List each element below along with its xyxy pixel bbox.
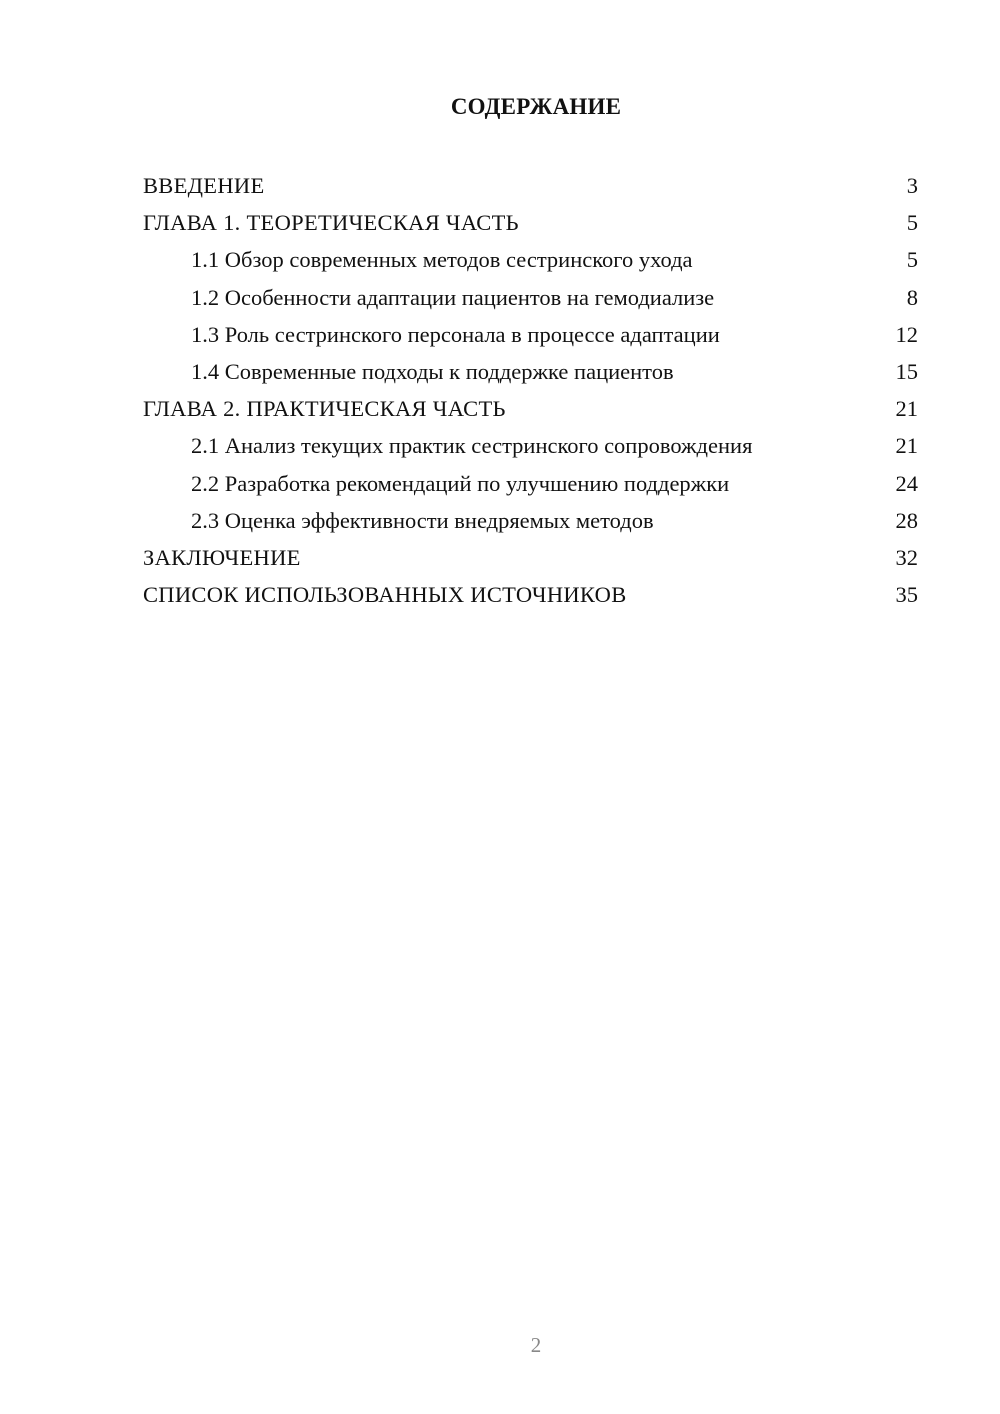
toc-entry-section-1-1[interactable] — [143, 241, 918, 278]
toc-entry-label: 2.2 Разработка рекомендаций по улучшению поддержки — [191, 470, 730, 496]
toc-entry-page: 21 — [895, 396, 918, 422]
toc-entry-label: 1.4 Современные подходы к поддержке пациентов — [191, 358, 674, 384]
toc-entry-section-1-4[interactable] — [143, 353, 918, 390]
toc-entry-page: 21 — [895, 433, 918, 459]
toc-entry-page: 12 — [895, 321, 918, 347]
toc-entry-section-2-1[interactable] — [143, 427, 918, 464]
toc-entry-page: 32 — [895, 544, 918, 570]
toc-entry-section-1-2[interactable] — [143, 279, 918, 316]
toc-entry-page: 15 — [895, 358, 918, 384]
toc-entry-conclusion[interactable] — [143, 539, 918, 576]
toc-entry-label: 2.1 Анализ текущих практик сестринского сопровождения — [191, 433, 753, 459]
toc-entry-label: СПИСОК ИСПОЛЬЗОВАННЫХ ИСТОЧНИКОВ — [143, 582, 627, 608]
toc-entry-page: 8 — [906, 284, 918, 310]
toc-entry-label: 2.3 Оценка эффективности внедряемых методов — [191, 507, 654, 533]
toc-entry-label: ГЛАВА 2. ПРАКТИЧЕСКАЯ ЧАСТЬ — [143, 396, 506, 422]
toc-entry-page: 35 — [895, 582, 918, 608]
toc-entry-label: 1.1 Обзор современных методов сестринского ухода — [191, 247, 693, 273]
toc-entry-section-1-3[interactable] — [143, 316, 918, 353]
toc-entry-section-2-2[interactable] — [143, 465, 918, 502]
toc-entry-page: 24 — [895, 470, 918, 496]
page-number: 2 — [530, 1333, 542, 1357]
toc-entry-chapter-1[interactable] — [143, 204, 918, 241]
toc-entry-references[interactable] — [143, 576, 918, 613]
toc-entry-page: 5 — [906, 210, 918, 236]
toc-entry-chapter-2[interactable] — [143, 390, 918, 427]
toc-entry-label: 1.3 Роль сестринского персонала в процессе адаптации — [191, 321, 720, 347]
toc-entry-page: 28 — [895, 507, 918, 533]
toc-entry-label: ГЛАВА 1. ТЕОРЕТИЧЕСКАЯ ЧАСТЬ — [143, 210, 519, 236]
toc-entry-label: 1.2 Особенности адаптации пациентов на гемодиализе — [191, 284, 715, 310]
toc-entry-label: ЗАКЛЮЧЕНИЕ — [143, 544, 301, 570]
toc-entry-page: 5 — [906, 247, 918, 273]
toc-entry-page: 3 — [906, 173, 918, 198]
page-title: СОДЕРЖАНИЕ — [450, 94, 622, 119]
toc-entry-section-2-3[interactable] — [143, 502, 918, 539]
toc-entry-introduction[interactable] — [143, 167, 918, 204]
toc-entry-label: ВВЕДЕНИЕ — [143, 173, 265, 198]
table-of-contents — [143, 167, 918, 613]
